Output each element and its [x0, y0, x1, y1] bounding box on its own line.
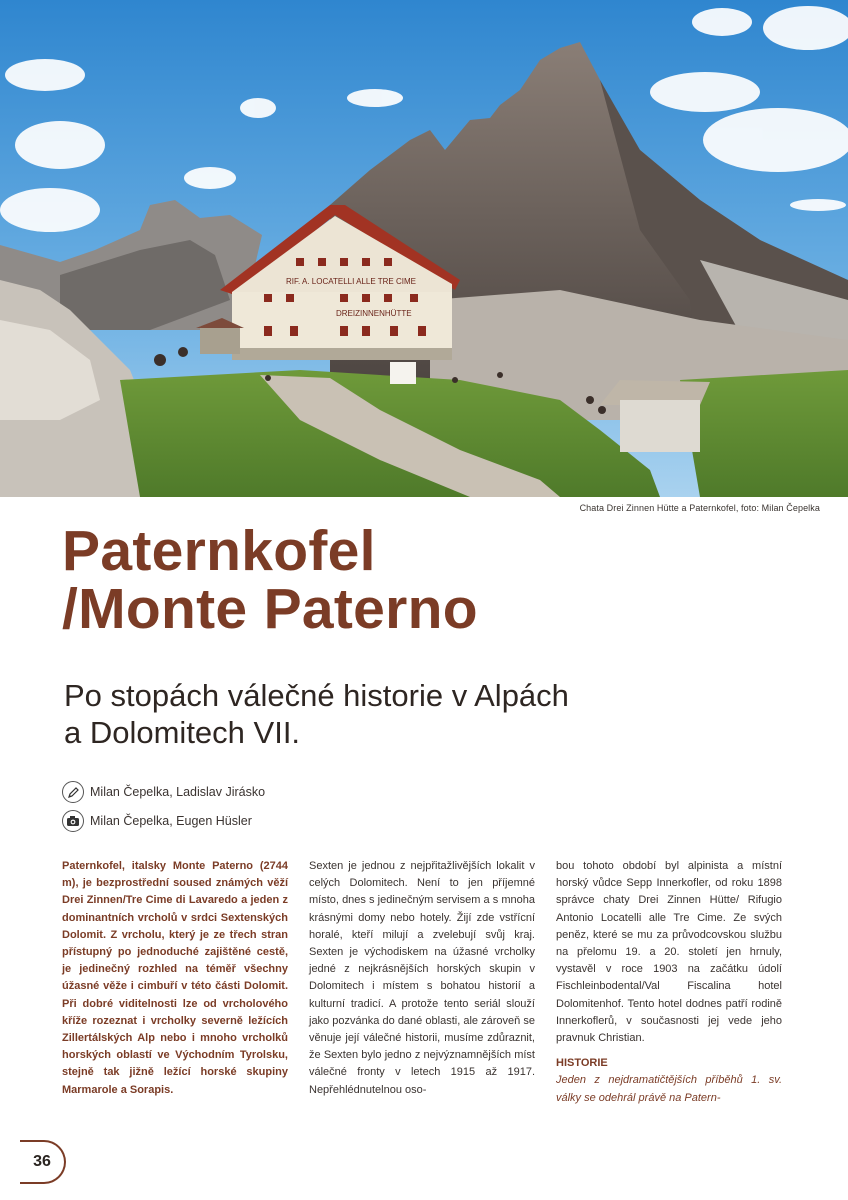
pen-icon	[62, 781, 84, 803]
intro-paragraph: Paternkofel, italsky Monte Paterno (2744 m), je bezprostřední soused známých věží Drei Zinnen/Tre Cime di Lavaredo a jeden z dominantních vrcholů v srdci Sextenských Dolomit. Z vrcholu, který je ze třech stran přístupný po jednoduché zajištěné cestě, je jedinečný rozhled na téměř všechny úžasné věže i cimbuří v této části Dolomit. Při dobré viditelnosti lze od vrcholového kříže rozeznat i vrcholky severně ležících Zillertálských Alp nebo i mnoho vrcholků horských oblastí ve Východním Tyrolsku, stejně tak jižně ležící horské skupiny Marmarole a Sorapis.	[62, 860, 288, 1096]
photo-credit	[62, 810, 252, 832]
camera-icon	[62, 810, 84, 832]
subtitle-line-1: Po stopách válečné historie v Alpách	[64, 678, 569, 713]
article-column-2	[309, 858, 535, 1099]
title-line-2: /Monte Paterno	[62, 577, 478, 641]
photo-caption: Chata Drei Zinnen Hütte a Paternkofel, foto: Milan Čepelka	[579, 503, 820, 513]
article-column-1	[62, 858, 288, 1099]
section-heading: HISTORIE	[556, 1057, 608, 1070]
article-subtitle	[64, 677, 569, 751]
body-paragraph-2: bou tohoto období byl alpinista a místní horský vůdce Sepp Innerkofler, od roku 1898 správce chaty Drei Zinnen Hütte/ Rifugio Antonio Locatelli alle Tre Cime. Ze svých peněz, které se mu za průvodcovskou službu na přelomu 19. a 20. století jen hrnuly, vystavěl v roce 1903 na začátku údolí Fischleinbodental/Val Fiscalina hotel Dolomitenhof. Tento hotel dodnes patří rodině Innerkoflerů, v současnosti jej vede jeho pravnuk Christian.	[556, 860, 782, 1045]
article-title	[62, 519, 478, 641]
page-number: 36	[20, 1140, 66, 1184]
author-credit	[62, 781, 265, 803]
hero-photo	[0, 0, 848, 497]
hut-sign-lower: DREIZINNENHÜTTE	[336, 309, 412, 318]
hut-sign-upper: RIF. A. LOCATELLI ALLE TRE CIME	[286, 277, 416, 286]
article-column-3	[556, 858, 782, 1107]
section-lead: Jeden z nejdramatičtějších příběhů 1. sv. války se odehrál právě na Patern-	[556, 1074, 782, 1104]
subtitle-line-2: a Dolomitech VII.	[64, 715, 301, 750]
body-paragraph-1: Sexten je jednou z nejpřitažlivějších lokalit v celých Dolomitech. Není to jen příjemné místo, dnes s jedinečným servisem a s mnoha krásnými domy nebo hotely. Žijí zde vstřícní horalé, kteří milují a zvelebují svůj kraj. Sexten je východiskem na úžasné vrcholky jedné z nejkrásnějších horských skupin v Dolomitech i místem s bohatou historií a kulturní tradicí. A protože tento seriál slouží jako pozvánka do dané oblasti, ale zároveň se věnuje její válečné historii, musíme zdůraznit, že Sexten bylo jedno z nejvýznamnějších míst válečné fronty v letech 1915 až 1917. Nepřehlédnutelnou oso-	[309, 860, 535, 1096]
author-names: Milan Čepelka, Ladislav Jirásko	[90, 785, 266, 799]
title-line-1: Paternkofel	[62, 519, 376, 583]
mountain-hut-photo	[0, 0, 848, 497]
photographer-names: Milan Čepelka, Eugen Hüsler	[90, 814, 252, 828]
